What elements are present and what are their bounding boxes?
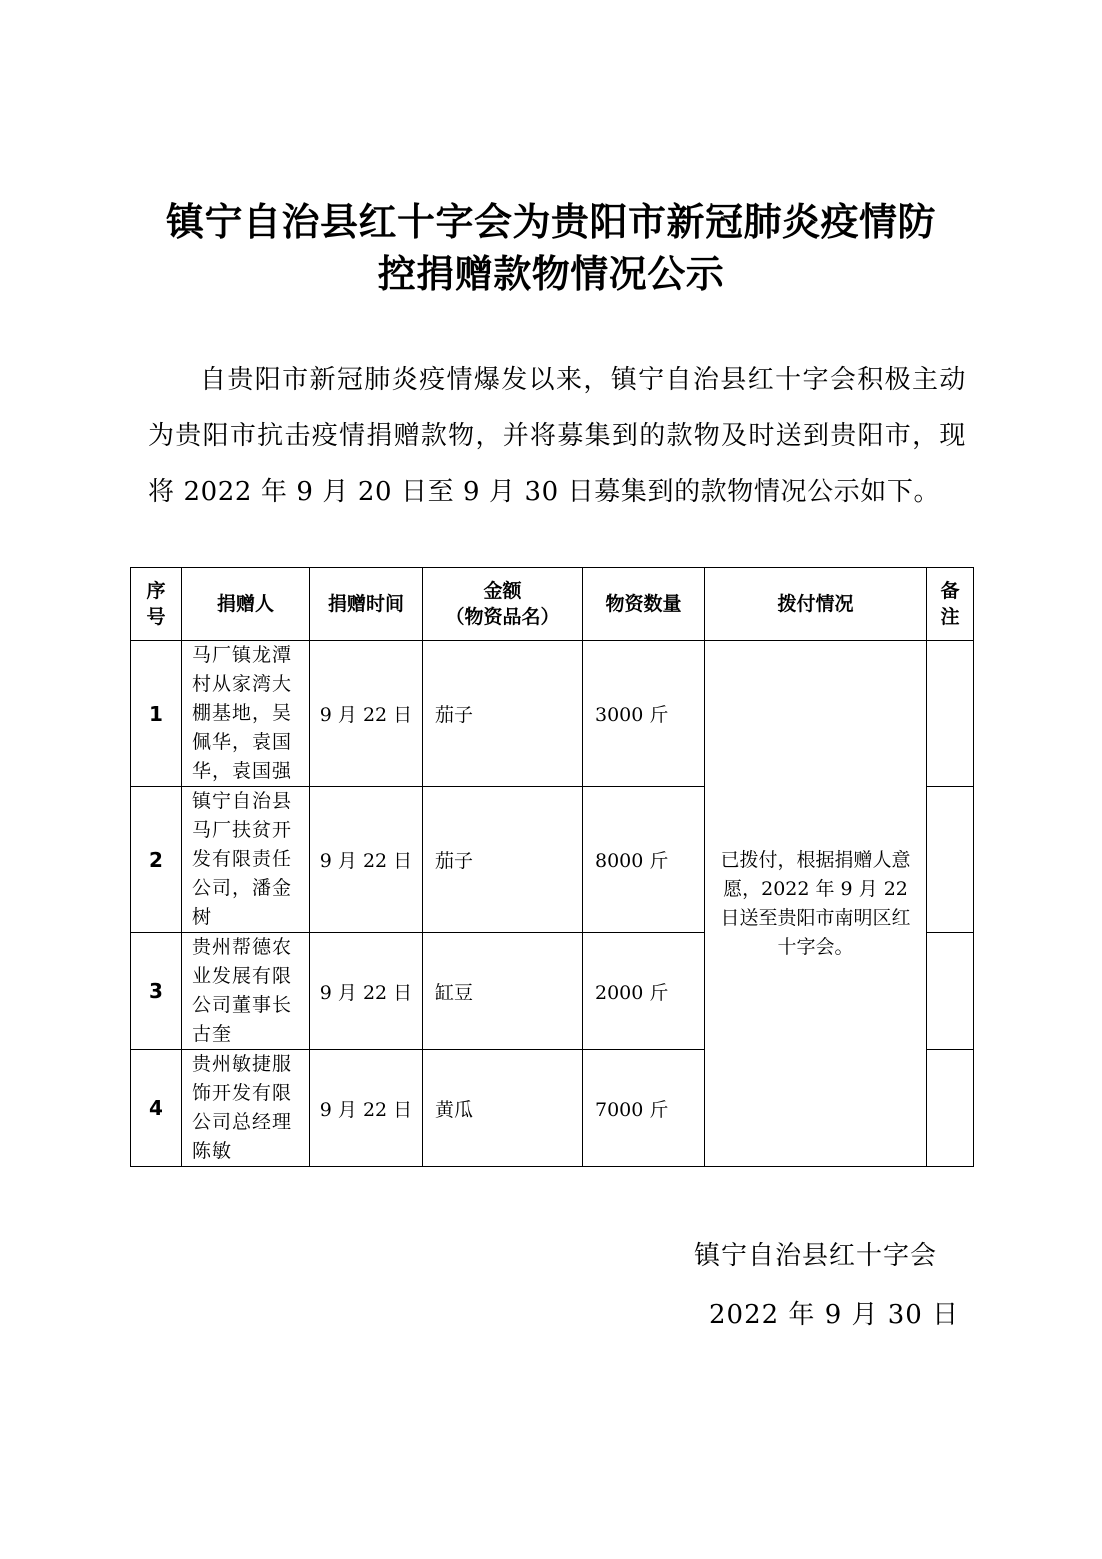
row-quantity: 7000 斤 xyxy=(583,1050,705,1167)
table-row xyxy=(131,641,974,787)
row-time: 9 月 22 日 xyxy=(310,1050,423,1167)
row-item: 黄瓜 xyxy=(423,1050,583,1167)
header-remark-line1: 备 xyxy=(940,580,960,602)
row-donor: 镇宁自治县马厂扶贫开发有限责任公司，潘金树 xyxy=(182,787,310,933)
document-title-line-1: 镇宁自治县红十字会为贵阳市新冠肺炎疫情防 xyxy=(165,200,936,244)
donation-table xyxy=(130,567,974,1167)
header-index-line1: 序 xyxy=(146,580,166,602)
row-remark xyxy=(927,1050,974,1167)
row-quantity: 8000 斤 xyxy=(583,787,705,933)
row-time: 9 月 22 日 xyxy=(310,933,423,1050)
document-title-line-2: 控捐赠款物情况公示 xyxy=(377,252,725,296)
header-time: 捐赠时间 xyxy=(310,568,423,641)
row-donor: 贵州帮德农业发展有限公司董事长古奎 xyxy=(182,933,310,1050)
header-amount-line2: （物资品名） xyxy=(445,606,560,628)
row-remark xyxy=(927,641,974,787)
row-quantity: 3000 斤 xyxy=(583,641,705,787)
header-amount xyxy=(423,568,583,641)
row-index: 4 xyxy=(131,1050,182,1167)
header-remark-line2: 注 xyxy=(940,606,960,628)
table-header-row xyxy=(131,568,974,641)
row-item: 缸豆 xyxy=(423,933,583,1050)
row-index: 2 xyxy=(131,787,182,933)
row-remark xyxy=(927,933,974,1050)
footer-date: 2022 年 9 月 30 日 xyxy=(709,1300,960,1330)
row-quantity: 2000 斤 xyxy=(583,933,705,1050)
header-quantity: 物资数量 xyxy=(583,568,705,641)
row-item: 茄子 xyxy=(423,641,583,787)
row-donor: 贵州敏捷服饰开发有限公司总经理陈敏 xyxy=(182,1050,310,1167)
row-remark xyxy=(927,787,974,933)
header-amount-line1: 金额 xyxy=(483,580,522,602)
intro-paragraph: 自贵阳市新冠肺炎疫情爆发以来，镇宁自治县红十字会积极主动为贵阳市抗击疫情捐赠款物，并将募集到的款物及时送到贵阳市，现将 2022 年 9 月 20 日至 9 月 30 日募集到的款物情况公示如下。 xyxy=(148,365,966,507)
header-index xyxy=(131,568,182,641)
row-time: 9 月 22 日 xyxy=(310,787,423,933)
header-payment: 拨付情况 xyxy=(705,568,927,641)
header-remark xyxy=(927,568,974,641)
row-item: 茄子 xyxy=(423,787,583,933)
row-time: 9 月 22 日 xyxy=(310,641,423,787)
row-index: 3 xyxy=(131,933,182,1050)
header-donor: 捐赠人 xyxy=(182,568,310,641)
row-index: 1 xyxy=(131,641,182,787)
row-donor: 马厂镇龙潭村从家湾大棚基地，吴佩华，袁国华，袁国强 xyxy=(182,641,310,787)
footer-organization: 镇宁自治县红十字会 xyxy=(694,1241,938,1271)
payment-status: 已拨付，根据捐赠人意愿，2022 年 9 月 22 日送至贵阳市南明区红十字会。 xyxy=(705,641,927,1167)
header-index-line2: 号 xyxy=(146,606,166,628)
